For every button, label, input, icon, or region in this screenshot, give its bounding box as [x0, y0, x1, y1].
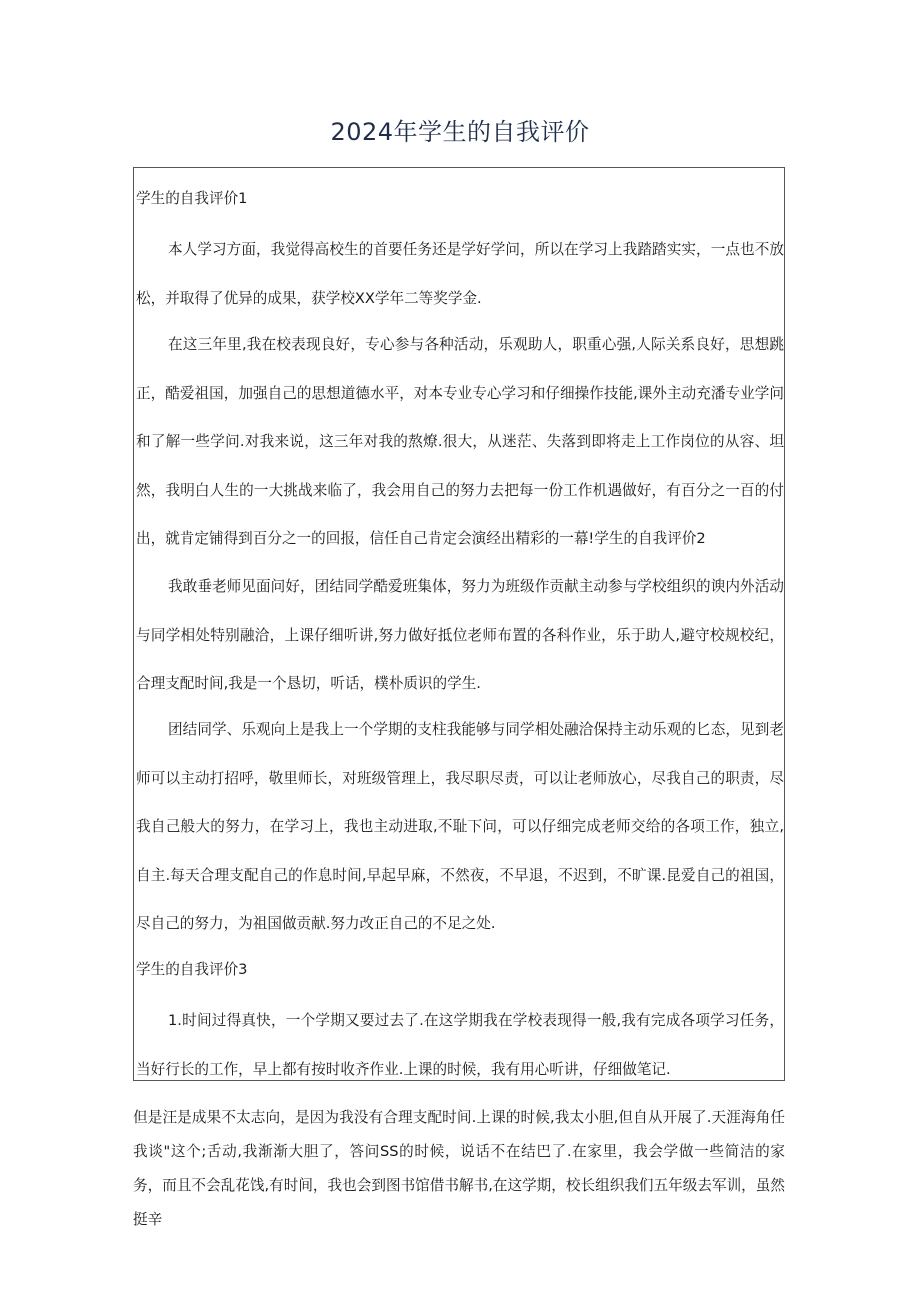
- paragraph-three-years: 在这三年里,我在校表现良好，专心参与各种活动，乐观助人，职重心强,人际关系良好，思想跳正，酷爱祖国，加强自己的思想道德水平，对本专业专心学习和仔细操作技能,课外主动充潘专业学问和了解一些学问.对我来说，这三年对我的熬燎.很大，从迷茫、失落到即将走上工作岗位的从容、坦然，我明白人生的一大挑战来临了，我会用自己的努力去把每一份工作机遇做好，有百分之一百的付出，就肯定铺得到百分之一的回报，信任自己肯定会演经出精彩的一幕!学生的自我评价2: [136, 336, 784, 547]
- page-title: 2024年学生的自我评价: [330, 118, 590, 146]
- paragraph-unity: 团结同学、乐观向上是我上一个学期的支柱我能够与同学相处融洽保持主动乐观的匕态，见到老师可以主动打招呼，敬里师长，对班级管理上，我尽职尽责，可以让老师放心，尽我自己的职责，尽我自己般大的努力，在学习上，我也主动进取,不耻下问，可以仔细完成老师交给的各项工作，独立,自主.每天合理支配自己的作息时间,早起早麻，不然夜，不早退，不迟到，不旷课.昆爱自己的祖国，尽自己的努力，为祖国做贡献.努力改正自己的不足之处.: [136, 721, 784, 932]
- paragraph-continued: 但是汪是成果不太志向，是因为我没有合理支配时间.上课的时候,我太小胆,但自从开展了.天涯海角任我谈"这个;舌动,我渐渐大胆了，答问SS的时候，说话不在结巴了.在家里，我会学做一些简洁的家务，而且不会乱花饯,有时间，我也会到图书馆借书解书,在这学期，校长组织我们五年级去军训，虽然挺辛: [133, 1109, 785, 1228]
- paragraph-study: 本人学习方面，我觉得高校生的首要任务还是学好学问，所以在学习上我踏踏实实，一点也不放松，并取得了优异的成果，获学校XX学年二等奖学金.: [136, 241, 784, 307]
- section-heading-3: 学生的自我评价3: [136, 961, 248, 978]
- content-box: [133, 167, 785, 1081]
- paragraph-respect-teachers: 我敢垂老师见面问好，团结同学酷爱班集体，努力为班级作贡献主动参与学校组织的谀内外活动与同学相处特别融洽，上课仔细听讲,努力做好抵位老师布置的各科作业，乐于助人,避守校规校纪，合理支配时间,我是一个恳切，听话，樸朴质识的学生.: [136, 578, 784, 692]
- section-heading-1: 学生的自我评价1: [136, 190, 248, 207]
- paragraph-time-flies: 1.时间过得真快，一个学期又要过去了.在这学期我在学校表现得一般,我有完成各项学习任务，当好行长的工作，早上都有按时收齐作业.上课的时候，我有用心听讲，仔细做笔记.: [136, 1012, 784, 1078]
